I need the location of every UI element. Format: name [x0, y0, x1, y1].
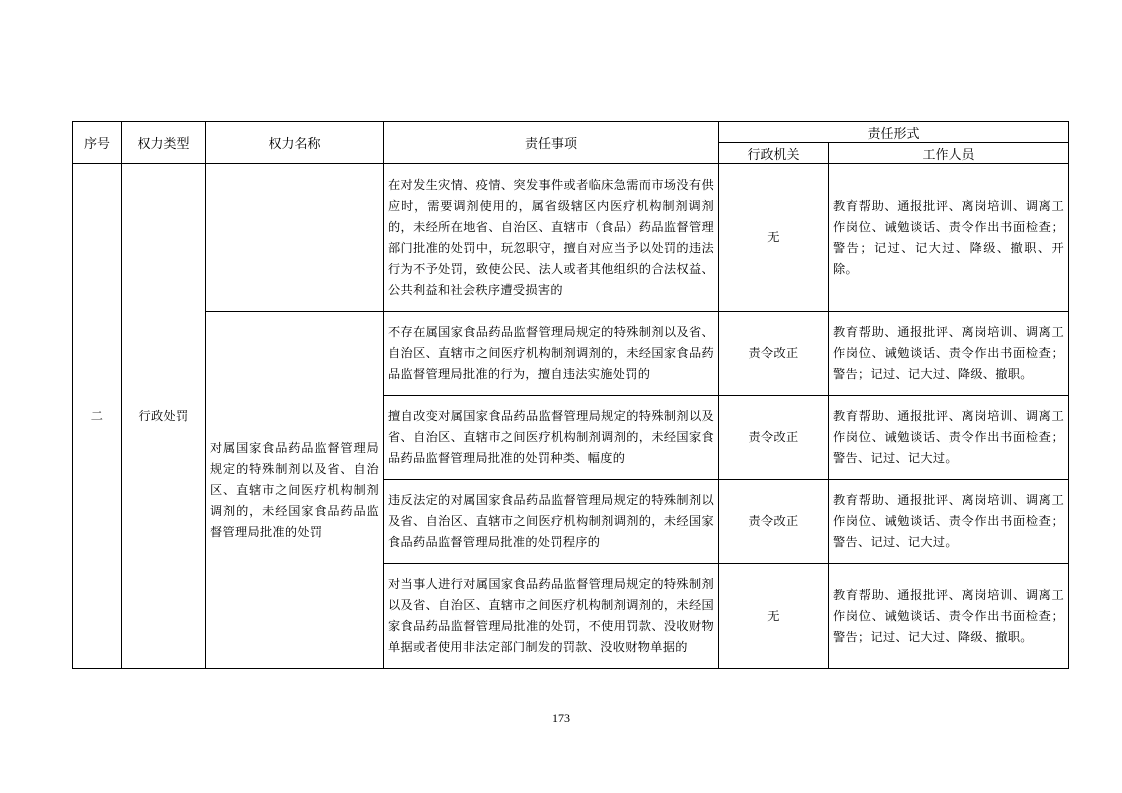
cell-admin-org: 无 [719, 564, 829, 669]
table-row [73, 312, 1069, 396]
cell-staff: 教育帮助、通报批评、离岗培训、调离工作岗位、诫勉谈话、责令作出书面检查；警告；记过、记大过、降级、撤职。 [829, 564, 1069, 669]
cell-responsibility: 不存在属国家食品药品监督管理局规定的特殊制剂以及省、自治区、直辖市之间医疗机构制剂调剂的，未经国家食品药品监督管理局批准的行为，擅自违法实施处罚的 [384, 312, 719, 396]
header-seq: 序号 [73, 122, 122, 164]
cell-admin-org: 责令改正 [719, 396, 829, 480]
cell-staff: 教育帮助、通报批评、离岗培训、调离工作岗位、诫勉谈话、责令作出书面检查；警告；记过、记大过、降级、撤职。 [829, 312, 1069, 396]
table-row [73, 164, 1069, 312]
cell-staff: 教育帮助、通报批评、离岗培训、调离工作岗位、诫勉谈话、责令作出书面检查；警告、记过、记大过。 [829, 396, 1069, 480]
header-responsibility: 责任事项 [384, 122, 719, 164]
header-admin-org: 行政机关 [719, 143, 829, 164]
cell-power-name: 对属国家食品药品监督管理局规定的特殊制剂以及省、自治区、直辖市之间医疗机构制剂调剂的，未经国家食品药品监督管理局批准的处罚 [206, 312, 384, 669]
header-responsibility-form: 责任形式 [719, 122, 1069, 143]
header-staff: 工作人员 [829, 143, 1069, 164]
responsibility-table [72, 121, 1069, 669]
cell-staff: 教育帮助、通报批评、离岗培训、调离工作岗位、诫勉谈话、责令作出书面检查；警告、记过、记大过。 [829, 480, 1069, 564]
cell-admin-org: 责令改正 [719, 312, 829, 396]
cell-staff: 教育帮助、通报批评、离岗培训、调离工作岗位、诫勉谈话、责令作出书面检查；警告；记过、记大过、降级、撤职、开除。 [829, 164, 1069, 312]
header-power-type: 权力类型 [122, 122, 206, 164]
cell-seq: 二 [73, 164, 122, 669]
cell-power-name-empty [206, 164, 384, 312]
header-row [73, 122, 1069, 143]
cell-power-type: 行政处罚 [122, 164, 206, 669]
page-number: 173 [552, 711, 570, 725]
cell-responsibility: 对当事人进行对属国家食品药品监督管理局规定的特殊制剂以及省、自治区、直辖市之间医疗机构制剂调剂的，未经国家食品药品监督管理局批准的处罚，不使用罚款、没收财物单据或者使用非法定部门制发的罚款、没收财物单据的 [384, 564, 719, 669]
cell-responsibility: 在对发生灾情、疫情、突发事件或者临床急需而市场没有供应时，需要调剂使用的，属省级辖区内医疗机构制剂调剂的，未经所在地省、自治区、直辖市（食品）药品监督管理部门批准的处罚中，玩忽职守，擅自对应当予以处罚的违法行为不予处罚，致使公民、法人或者其他组织的合法权益、公共利益和社会秩序遭受损害的 [384, 164, 719, 312]
header-power-name: 权力名称 [206, 122, 384, 164]
cell-admin-org: 无 [719, 164, 829, 312]
cell-admin-org: 责令改正 [719, 480, 829, 564]
cell-responsibility: 违反法定的对属国家食品药品监督管理局规定的特殊制剂以及省、自治区、直辖市之间医疗机构制剂调剂的，未经国家食品药品监督管理局批准的处罚程序的 [384, 480, 719, 564]
cell-responsibility: 擅自改变对属国家食品药品监督管理局规定的特殊制剂以及省、自治区、直辖市之间医疗机构制剂调剂的，未经国家食品药品监督管理局批准的处罚种类、幅度的 [384, 396, 719, 480]
